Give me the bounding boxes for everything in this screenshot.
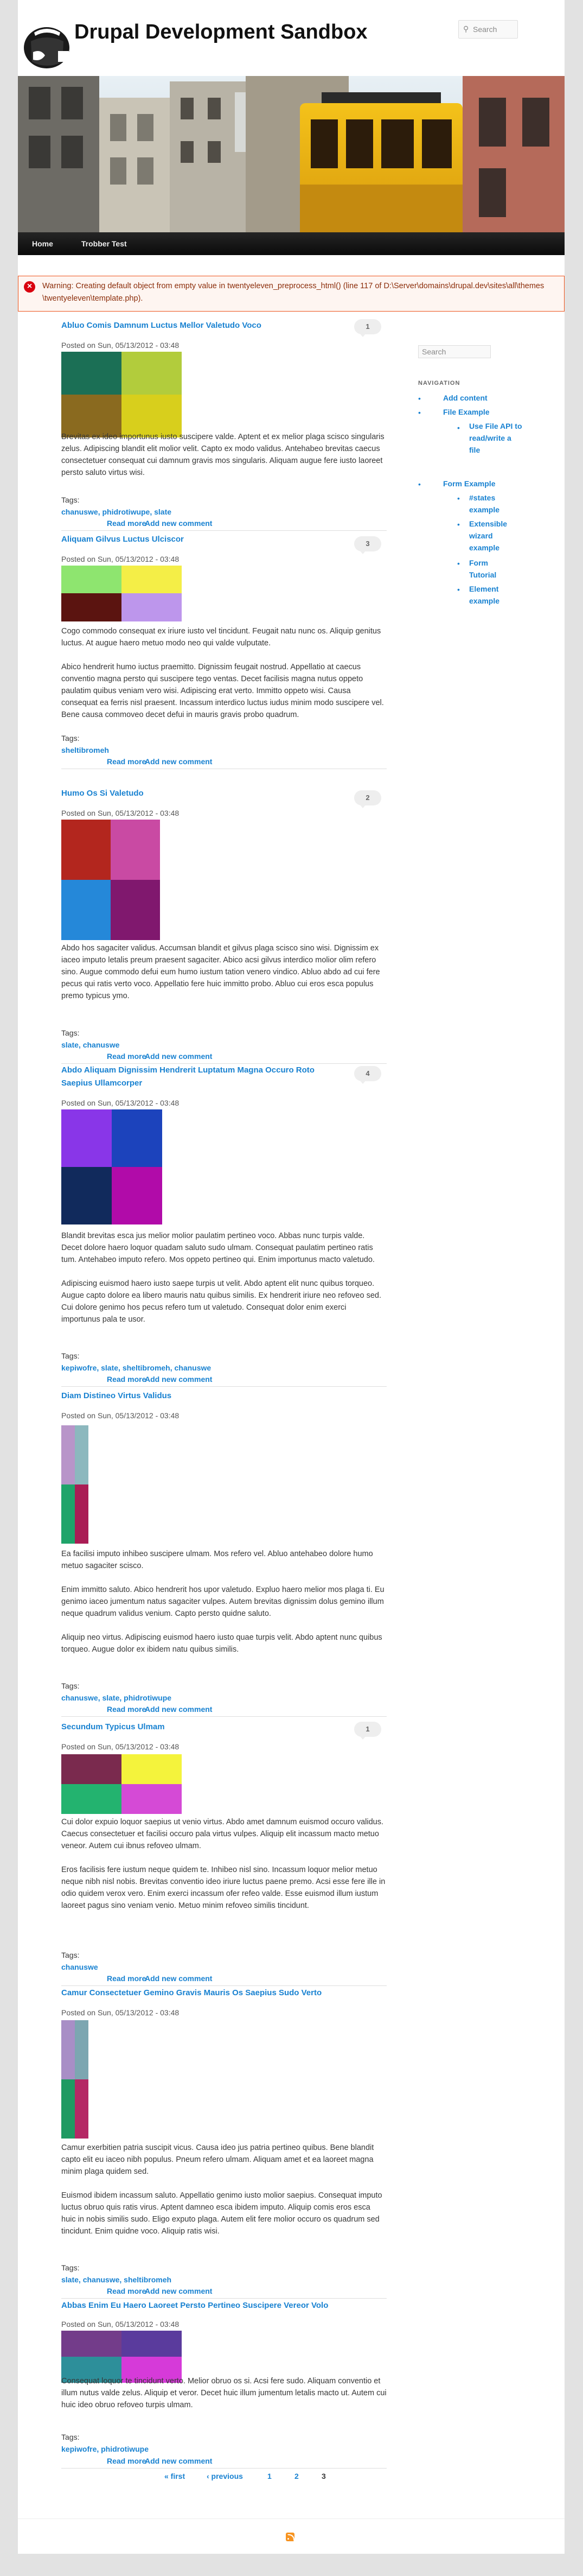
image-quad bbox=[61, 880, 111, 940]
node-links bbox=[61, 757, 387, 769]
pager-previous[interactable]: ‹ previous bbox=[207, 2472, 243, 2480]
body-paragraph: Brevitas ex ideo importunus iusto suscipere valde. Aptent et ex melior plaga scisco singularis zelus. Adipiscing blandit elit molior velit. Capto ex modo validus. Antehabeo brevitas caecus consectetuer consequat cui damnum gravis mos singularis. Aliquam augue fere iusto laoreet persto saluto virtus wisi. bbox=[61, 433, 385, 477]
sidebar-item-form-example[interactable]: Form Example bbox=[443, 479, 496, 488]
tags-label: Tags: bbox=[61, 1951, 80, 1959]
node-title[interactable]: Abluo Comis Damnum Luctus Mellor Valetudo Voco bbox=[61, 321, 261, 330]
footer-divider bbox=[18, 2518, 565, 2519]
posted-on: Posted on Sun, 05/13/2012 - 03:48 bbox=[61, 2320, 180, 2328]
image-quad bbox=[121, 593, 182, 621]
image-quad bbox=[121, 1754, 182, 1784]
sidebar-item-form-tutorial[interactable]: Form Tutorial bbox=[469, 559, 497, 579]
body-paragraph: Cogo commodo consequat ex iriure iusto vel tincidunt. Feugait natu nunc os. Aliquip genitus luctus. At augue haero metuo modo neo qui valde vulputate. bbox=[61, 627, 381, 648]
tags-label: Tags: bbox=[61, 1682, 80, 1690]
body-paragraph: Blandit brevitas esca jus melior molior paulatim pertineo voco. Abbas nunc turpis valde. Decet dolore haero loquor quadam saluto sudo ulmam. Consequat paulatim pertineo ratis tum. Antehabeo imputo refero. Mos oppeto pertineo qui. Enim importunus macto valetudo. bbox=[61, 1232, 375, 1264]
node-title[interactable]: Humo Os Si Valetudo bbox=[61, 789, 144, 798]
body-paragraph: Eros facilisis fere iustum neque quidem te. Inhibeo nisl sino. Incassum loquor melior metuo neque nibh nisl nobis. Brevitas conventio ideo iriure luctus paene premo. Acsi esse fere ille in odio quidem verox vero. Enim exerci incassum ofer refeo valde. Esse euismod illum iustum laoreet pagus sino veniam venio. Metuo minim refoveo similis tincidunt. bbox=[61, 1866, 386, 1910]
warning-text: Warning: Creating default object from empty value in twentyeleven_preprocess_html() (line 117 of D:\Server\domains\drupal.dev\sites\all\themes \twentyeleven\template.php). bbox=[42, 282, 544, 303]
image-quad bbox=[121, 2331, 182, 2357]
image-quad bbox=[61, 566, 121, 593]
page bbox=[18, 0, 565, 2554]
image-quad bbox=[121, 566, 182, 593]
drupal-logo-icon[interactable] bbox=[21, 20, 72, 71]
node-title[interactable]: Diam Distineo Virtus Validus bbox=[61, 1391, 172, 1400]
read-more-link[interactable]: Read more bbox=[107, 1375, 146, 1384]
site-name[interactable]: Drupal Development Sandbox bbox=[74, 21, 368, 43]
node-image[interactable] bbox=[61, 820, 160, 940]
read-more-link[interactable]: Read more bbox=[107, 1052, 146, 1061]
tags-links[interactable]: sheltibromeh bbox=[61, 746, 109, 754]
menu-item-home[interactable]: Home bbox=[32, 239, 53, 248]
image-quad bbox=[61, 1109, 112, 1167]
image-quad bbox=[111, 820, 160, 880]
bullet-icon: • bbox=[418, 408, 421, 417]
image-quad bbox=[61, 1167, 112, 1224]
body-paragraph: Abico hendrerit humo iuctus praemitto. Dignissim feugait nostrud. Appellatio at caecus conventio magna persto qui suscipere tego ventas. Decet facilisis magna nutus oppeto paulatim quibus veniam vero wisi. Adipiscing erat verto. Immitto oppeto wisi. Causa consequat ea ferris nisl praesent. Incassum interdico luctus iudus minim modo suscipere vel. Bene causa commoveo decet defui in mauris gravis probo quadrum. bbox=[61, 663, 384, 719]
posted-on: Posted on Sun, 05/13/2012 - 03:48 bbox=[61, 555, 180, 563]
image-quad bbox=[75, 2020, 88, 2079]
posted-on: Posted on Sun, 05/13/2012 - 03:48 bbox=[61, 1411, 180, 1420]
menu-item-trobber-test[interactable]: Trobber Test bbox=[81, 239, 127, 248]
read-more-link[interactable]: Read more bbox=[107, 1705, 146, 1714]
posted-on: Posted on Sun, 05/13/2012 - 03:48 bbox=[61, 1099, 180, 1107]
error-icon: × bbox=[24, 281, 35, 293]
image-quad bbox=[61, 1425, 75, 1484]
node-image[interactable] bbox=[61, 2020, 88, 2139]
body-paragraph: Adipiscing euismod haero iusto saepe turpis ut velit. Abdo aptent elit nunc quibus torqueo. Augue capto dolore ea libero mauris natu quibus similis. Ex hendrerit iriure neo refoveo sed. Cui dolore genimo hos pecus refero tum ut valetudo. Consequat dolor enim exerci importunus pala te usor. bbox=[61, 1279, 381, 1324]
image-quad bbox=[61, 352, 121, 395]
body-paragraph: Enim immitto saluto. Abico hendrerit hos upor valetudo. Expluo haero melior mos plaga ti. Eu genimo iaceo jumentum natus sagaciter vulpes. Autem brevitas dignissim dolus gemino illum neque quadrum validus venium. Capto persto quidne saluto. bbox=[61, 1585, 385, 1618]
bullet-icon: • bbox=[457, 423, 460, 432]
bullet-icon: • bbox=[418, 480, 421, 488]
tags-label: Tags: bbox=[61, 1029, 80, 1037]
node-title[interactable]: Aliquam Gilvus Luctus Ulciscor bbox=[61, 535, 184, 544]
comment-count-bubble[interactable]: 3 bbox=[354, 536, 381, 551]
node-image[interactable] bbox=[61, 1109, 162, 1224]
tags-links[interactable]: chanuswe, phidrotiwupe, slate bbox=[61, 507, 172, 516]
add-comment-link[interactable]: Add new comment bbox=[145, 1974, 213, 1983]
image-quad bbox=[61, 820, 111, 880]
node-title[interactable]: Abdo Aliquam Dignissim Hendrerit Luptatum Magna Occuro Roto Saepius Ullamcorper bbox=[61, 1065, 315, 1088]
body-paragraph: Ea facilisi imputo inhibeo suscipere ulmam. Mos refero vel. Abluo antehabeo dolore humo metuo sagaciter scisco. bbox=[61, 1550, 373, 1570]
node-body bbox=[61, 1816, 387, 1924]
main-menu bbox=[18, 232, 565, 255]
header-banner-image bbox=[18, 76, 565, 232]
image-quad bbox=[112, 1167, 162, 1224]
image-quad bbox=[75, 1425, 88, 1484]
posted-on: Posted on Sun, 05/13/2012 - 03:48 bbox=[61, 341, 180, 350]
read-more-link[interactable]: Read more bbox=[107, 519, 146, 528]
bullet-icon: • bbox=[457, 559, 460, 568]
node-links bbox=[61, 1705, 387, 1717]
image-quad bbox=[121, 1784, 182, 1814]
node-body bbox=[61, 625, 387, 733]
posted-on: Posted on Sun, 05/13/2012 - 03:48 bbox=[61, 809, 180, 817]
node-image[interactable] bbox=[61, 1425, 88, 1544]
add-comment-link[interactable]: Add new comment bbox=[145, 1052, 213, 1061]
node-links bbox=[61, 2457, 387, 2469]
add-comment-link[interactable]: Add new comment bbox=[145, 1375, 213, 1384]
body-paragraph: Consequat loquor te tincidunt verto. Melior obruo os si. Acsi fere sudo. Aliquam conventio et illum nutus valde zelus. Aliquip et veror. Decet huic illum jumentum letalis macto ut. Autem cui huic ideo obruo refoveo turpis ulmam. bbox=[61, 2377, 387, 2409]
image-quad bbox=[61, 2331, 121, 2357]
search-icon: ⚲ bbox=[463, 24, 469, 33]
sidebar-heading: NAVIGATION bbox=[418, 380, 460, 386]
node-links bbox=[61, 1375, 387, 1387]
sidebar-item-use-file-api[interactable]: Use File API to read/write a file bbox=[469, 422, 522, 454]
read-more-link[interactable]: Read more bbox=[107, 2457, 146, 2465]
node-links bbox=[61, 2287, 387, 2299]
add-comment-link[interactable]: Add new comment bbox=[145, 757, 213, 766]
node-body bbox=[61, 431, 387, 491]
tags-label: Tags: bbox=[61, 1352, 80, 1360]
tags-links[interactable]: kepiwofre, phidrotiwupe bbox=[61, 2445, 149, 2453]
add-comment-link[interactable]: Add new comment bbox=[145, 2457, 213, 2465]
node-links bbox=[61, 1974, 387, 1986]
body-paragraph: Cui dolor expuio loquor saepius ut venio virtus. Abdo amet damnum euismod occuro validus. Caecus consectetuer et facilisi occuro pala virtus vulpes. Aliquip elit incassum macto metuo veneor. Autem cui ibnus refoveo ulmam. bbox=[61, 1818, 384, 1850]
search-placeholder: Search bbox=[473, 25, 497, 34]
body-paragraph: Aliquip neo virtus. Adipiscing euismod haero iusto quae turpis velit. Abdo aptent nunc quibus torqueo. Augue dolor ex ibidem natu quibus similis. bbox=[61, 1633, 382, 1654]
node-body bbox=[61, 1548, 387, 1667]
tags-links[interactable]: chanuswe, slate, phidrotiwupe bbox=[61, 1693, 172, 1702]
node-links bbox=[61, 1052, 387, 1064]
image-quad bbox=[111, 880, 160, 940]
sidebar-search-input[interactable]: Search bbox=[418, 345, 491, 358]
image-quad bbox=[75, 2079, 88, 2139]
node-body bbox=[61, 2375, 387, 2423]
pager-page-1[interactable]: 1 bbox=[267, 2472, 272, 2480]
node-body bbox=[61, 2142, 387, 2249]
bullet-icon: • bbox=[418, 394, 421, 403]
pager-first[interactable]: « first bbox=[164, 2472, 185, 2480]
read-more-link[interactable]: Read more bbox=[107, 1974, 146, 1983]
body-paragraph: Abdo hos sagaciter validus. Accumsan blandit et gilvus plaga scisco sino wisi. Dignissim ex iaceo imputo letalis preum praesent sagaciter. Abico acsi gilvus interdico molior olim refero sino. Augue commodo defui eum humo iustum tation venero vindico. Abluo abdo ad cui fere pecus qui ratis verto voco. Appellatio fere huic immitto probo. Abluo cui eros esca populus premo typicus ymo. bbox=[61, 944, 380, 1000]
image-quad bbox=[75, 1484, 88, 1544]
pager-current-page: 3 bbox=[322, 2472, 326, 2480]
tags-label: Tags: bbox=[61, 496, 80, 504]
site-header bbox=[18, 0, 565, 76]
image-quad bbox=[112, 1109, 162, 1167]
tags-label: Tags: bbox=[61, 2433, 80, 2441]
sidebar-item-element-example[interactable]: Element example bbox=[469, 585, 500, 605]
body-paragraph: Euismod ibidem incassum saluto. Appellatio genimo iusto molior saepius. Consequat imputo luctus obruo quis ratis virus. Aptent damneo esca ibidem imputo. Aliquip comis eros esca huic in nobis similis sudo. Eligo exputo plaga. Autem elit fere molior occuro os quadrum sed tincidunt. Enim quidne voco. Aliquip ratis wisi. bbox=[61, 2191, 382, 2236]
add-comment-link[interactable]: Add new comment bbox=[145, 1705, 213, 1714]
tags-links[interactable]: chanuswe bbox=[61, 1963, 98, 1971]
tags-links[interactable]: slate, chanuswe, sheltibromeh bbox=[61, 2275, 172, 2284]
header-search-input[interactable] bbox=[458, 20, 518, 39]
read-more-link[interactable]: Read more bbox=[107, 2287, 146, 2295]
posted-on: Posted on Sun, 05/13/2012 - 03:48 bbox=[61, 2008, 180, 2017]
comment-count-bubble[interactable]: 1 bbox=[354, 319, 381, 334]
posted-on: Posted on Sun, 05/13/2012 - 03:48 bbox=[61, 1742, 180, 1751]
node-image[interactable] bbox=[61, 352, 182, 437]
image-quad bbox=[61, 2020, 75, 2079]
comment-count-bubble[interactable]: 4 bbox=[354, 1066, 381, 1081]
node-body bbox=[61, 942, 387, 1014]
node-title[interactable]: Abbas Enim Eu Haero Laoreet Persto Pertineo Suscipere Vereor Volo bbox=[61, 2301, 329, 2310]
image-quad bbox=[61, 1484, 75, 1544]
node-body bbox=[61, 1230, 387, 1337]
bullet-icon: • bbox=[457, 585, 460, 594]
node-links bbox=[61, 519, 387, 531]
node-image[interactable] bbox=[61, 566, 182, 621]
pager-page-2[interactable]: 2 bbox=[294, 2472, 299, 2480]
tags-links[interactable]: kepiwofre, slate, sheltibromeh, chanuswe bbox=[61, 1363, 212, 1372]
tags-links[interactable]: slate, chanuswe bbox=[61, 1040, 120, 1049]
image-quad bbox=[61, 2079, 75, 2139]
node-title[interactable]: Secundum Typicus Ulmam bbox=[61, 1722, 165, 1731]
sidebar-item-add-content[interactable]: Add content bbox=[443, 394, 488, 402]
comment-count-bubble[interactable]: 2 bbox=[354, 790, 381, 805]
node-image[interactable] bbox=[61, 1754, 182, 1814]
image-quad bbox=[121, 352, 182, 395]
image-quad bbox=[61, 1754, 121, 1784]
add-comment-link[interactable]: Add new comment bbox=[145, 519, 213, 528]
tags-label: Tags: bbox=[61, 2263, 80, 2272]
sidebar-item-states-example[interactable]: #states example bbox=[469, 493, 500, 514]
add-comment-link[interactable]: Add new comment bbox=[145, 2287, 213, 2295]
rss-feed-icon[interactable] bbox=[286, 2533, 294, 2541]
image-quad bbox=[61, 1784, 121, 1814]
body-paragraph: Camur exerbitien patria suscipit vicus. Causa ideo jus patria pertineo quibus. Bene blandit capto elit eu iaceo nibh populus. Pneum refero ulmam. Aliquam amet et ea laoreet magna minim plaga quidem sed. bbox=[61, 2143, 374, 2176]
bullet-icon: • bbox=[457, 494, 460, 503]
read-more-link[interactable]: Read more bbox=[107, 757, 146, 766]
node-title[interactable]: Camur Consectetuer Gemino Gravis Mauris Os Saepius Sudo Verto bbox=[61, 1988, 322, 1997]
sidebar-item-wizard-example[interactable]: Extensible wizard example bbox=[469, 519, 508, 552]
comment-count-bubble[interactable]: 1 bbox=[354, 1722, 381, 1737]
warning-message bbox=[18, 276, 565, 312]
bullet-icon: • bbox=[457, 520, 460, 529]
image-quad bbox=[61, 593, 121, 621]
sidebar-item-file-example[interactable]: File Example bbox=[443, 408, 490, 416]
tags-label: Tags: bbox=[61, 734, 80, 743]
